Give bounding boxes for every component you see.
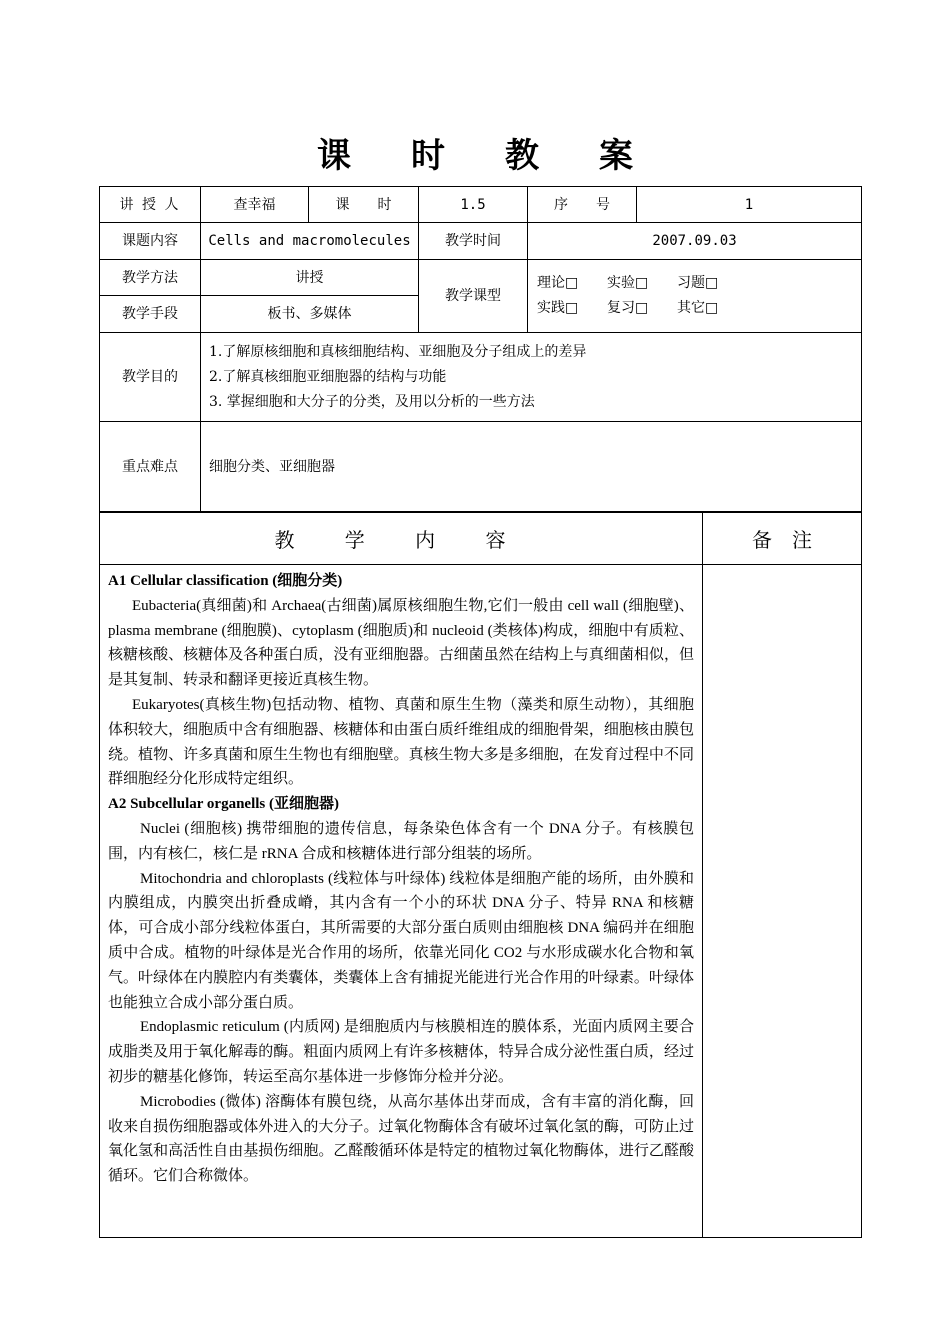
page-title — [0, 128, 950, 177]
means-label: 教学手段 — [100, 296, 201, 333]
title-char: 课 — [317, 136, 351, 176]
time-label: 教学时间 — [419, 223, 528, 260]
method-label: 教学方法 — [100, 260, 201, 296]
title-char: 教 — [505, 136, 539, 176]
content-table — [99, 512, 862, 1238]
seq-value: 1 — [637, 187, 862, 223]
title-char: 案 — [599, 136, 633, 176]
content-body — [100, 565, 703, 1238]
topic-label: 课题内容 — [100, 223, 201, 260]
paragraph: Eubacteria(真细菌)和 Archaea(古细菌)属原核细胞生物,它们一般由 cell wall (细胞壁)、plasma membrane (细胞膜)、cytoplasm (细胞质)和 nucleoid (类核体)构成，细胞中有质粒、核糖核酸、核糖体及各种蛋白质，没有亚细胞器。古细菌虽然在结构上与真细菌相似，但是其复制、转录和翻译更接近真核生物。 — [108, 597, 694, 689]
type-option[interactable]: 理论□ — [537, 275, 579, 291]
hours-label: 课 时 — [309, 187, 419, 223]
key-label: 重点难点 — [100, 422, 201, 512]
info-table — [99, 186, 862, 512]
time-value: 2007.09.03 — [528, 223, 862, 260]
objective-item: 3. 掌握细胞和大分子的分类，及用以分析的一些方法 — [209, 393, 535, 410]
objective-label: 教学目的 — [100, 333, 201, 422]
type-row-2 — [537, 296, 857, 321]
hours-value: 1.5 — [419, 187, 528, 223]
lecturer-label: 讲 授 人 — [100, 187, 201, 223]
type-option[interactable]: 复习□ — [607, 300, 649, 316]
paragraph: Endoplasmic reticulum (内质网) 是细胞质内与核膜相连的膜体系，光面内质网主要合成脂类及用于氧化解毒的酶。粗面内质网上有许多核糖体，特异合成分泌性蛋白质，经过初步的糖基化修饰，转运至高尔基体进一步修饰分检并分泌。 — [108, 1019, 694, 1085]
type-option[interactable]: 其它□ — [677, 300, 719, 316]
topic-value: Cells and macromolecules — [201, 223, 419, 260]
means-value: 板书、多媒体 — [201, 296, 419, 333]
method-value: 讲授 — [201, 260, 419, 296]
objective-item: 1.了解原核细胞和真核细胞结构、亚细胞及分子组成上的差异 — [209, 343, 587, 360]
type-row-1 — [537, 271, 857, 296]
seq-label: 序 号 — [528, 187, 637, 223]
objective-item: 2.了解真核细胞亚细胞器的结构与功能 — [209, 368, 447, 385]
objective-list — [201, 333, 862, 422]
content-header: 教 学 内 容 — [100, 513, 703, 565]
paragraph: Microbodies (微体) 溶酶体有膜包绕，从高尔基体出芽而成，含有丰富的消化酶，回收来自损伤细胞器或体外进入的大分子。过氧化物酶体含有破坏过氧化氢的酶，可防止过氧化氢和高活性自由基损伤细胞。乙醛酸循环体是特定的植物过氧化物酶体，进行乙醛酸循环。它们合称微体。 — [108, 1093, 694, 1185]
type-options — [528, 260, 862, 333]
type-option[interactable]: 实验□ — [607, 275, 649, 291]
type-option[interactable]: 习题□ — [677, 275, 719, 291]
paragraph: Eukaryotes(真核生物)包括动物、植物、真菌和原生生物（藻类和原生动物），其细胞体积较大，细胞质中含有细胞器、核糖体和由蛋白质纤维组成的细胞骨架，细胞核由膜包绕。植物、许多真菌和原生生物也有细胞壁。真核生物大多是多细胞，在发育过程中不同群细胞经分化形成特定组织。 — [108, 696, 694, 788]
section-heading: A2 Subcellular organells (亚细胞器) — [108, 796, 339, 813]
lecturer-value: 查幸福 — [201, 187, 309, 223]
paragraph: Nuclei (细胞核) 携带细胞的遗传信息，每条染色体含有一个 DNA 分子。有核膜包围，内有核仁，核仁是 rRNA 合成和核糖体进行部分组装的场所。 — [108, 820, 694, 862]
key-value: 细胞分类、亚细胞器 — [201, 422, 862, 512]
notes-header: 备 注 — [703, 513, 862, 565]
title-char: 时 — [411, 136, 445, 176]
notes-cell — [703, 565, 862, 1238]
type-label: 教学课型 — [419, 260, 528, 333]
section-heading: A1 Cellular classification (细胞分类) — [108, 573, 343, 589]
type-option[interactable]: 实践□ — [537, 300, 579, 316]
paragraph: Mitochondria and chloroplasts (线粒体与叶绿体) 线粒体是细胞产能的场所，由外膜和内膜组成，内膜突出折叠成嵴，其内含有一个小的环状 DNA 分子、特异 RNA 和核糖体，可合成小部分线粒体蛋白，其所需要的大部分蛋白质则由细胞核 DNA 编码并在细胞质中合成。植物的叶绿体是光合作用的场所，依靠光同化 CO2 与水形成碳水化合物和氧气。叶绿体在内膜腔内有类囊体，类囊体上含有捕捉光能进行光合作用的叶绿素。叶绿体也能独立合成小部分蛋白质。 — [108, 870, 694, 1011]
